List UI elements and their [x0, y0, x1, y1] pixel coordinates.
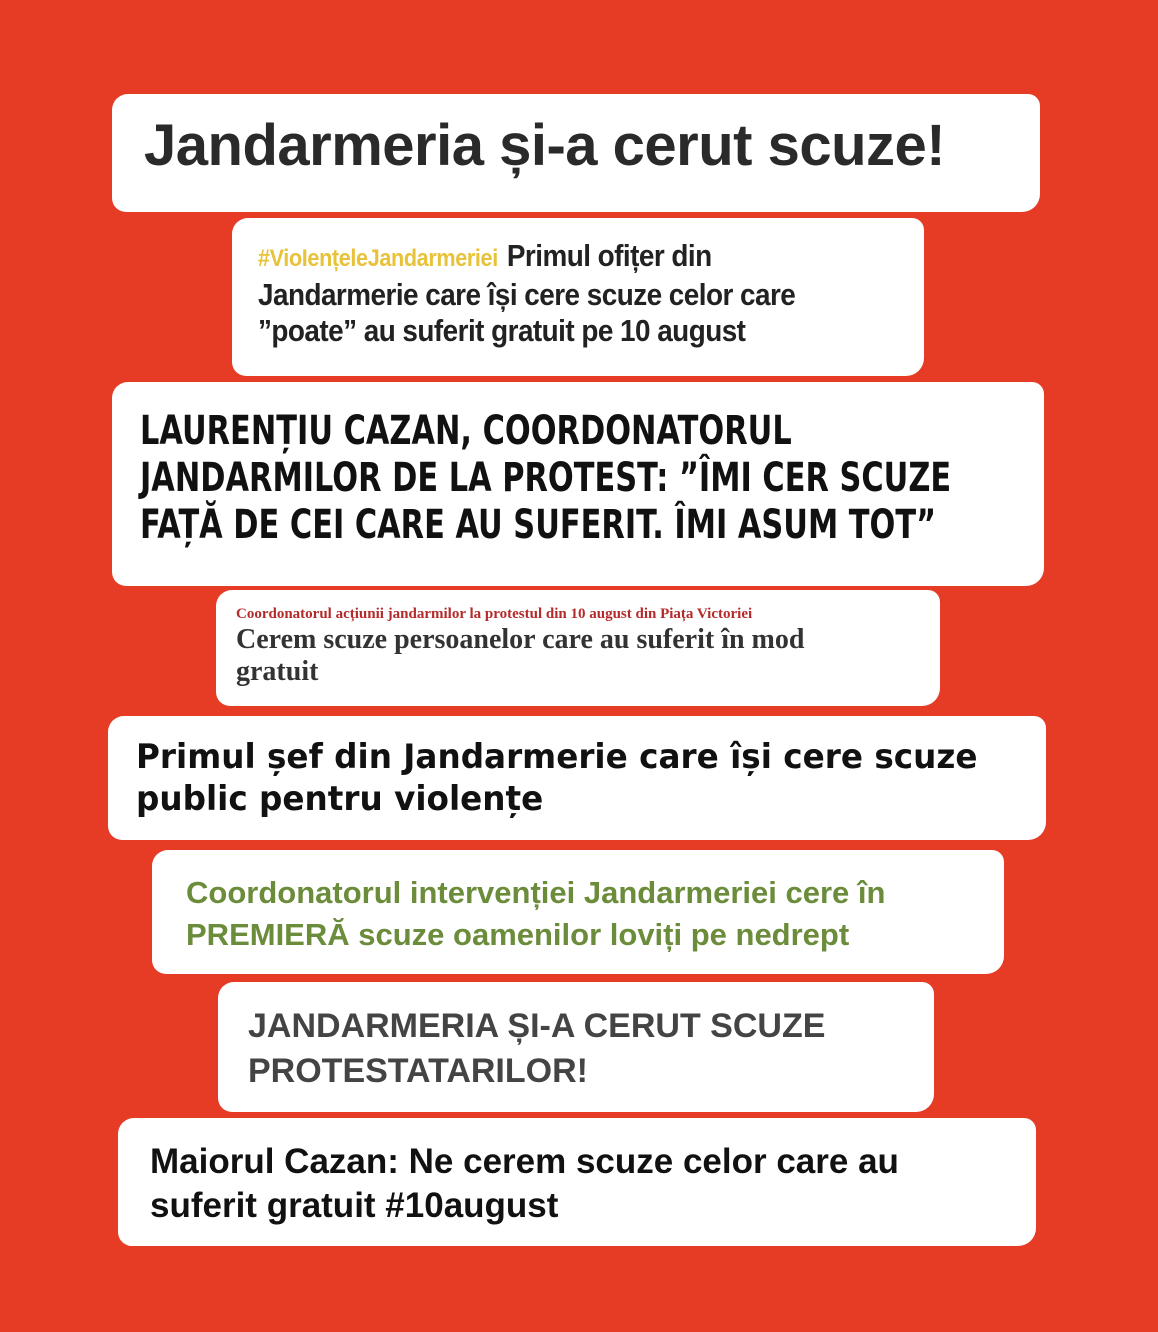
headline-clipping-7: [220, 984, 932, 1110]
kicker: Coordonatorul acțiunii jandarmilor la protestul din 10 august din Piața Victoriei: [236, 606, 753, 622]
hashtag: #VioIențeleJandarmeriei: [258, 245, 498, 272]
headline-clipping-2: [234, 220, 922, 374]
headline-clipping-4: [218, 592, 938, 704]
headline-clipping-1: [114, 96, 1038, 210]
headline-line: LAURENȚIU CAZAN, COORDONATORUL: [140, 408, 792, 454]
headline-clipping-5: [110, 718, 1044, 838]
headline-line: Primul ofițer din: [506, 238, 712, 273]
headline-line: ”poate” au suferit gratuit pe 10 august: [258, 313, 746, 348]
headline-line: gratuit: [236, 656, 319, 687]
headline-clipping-6: [154, 852, 1002, 972]
headline-line: Primul șef din Jandarmerie care își cere scuze: [136, 737, 978, 777]
headline-line: Jandarmeria și-a cerut scuze!: [144, 113, 946, 178]
headline-line: JANDARMILOR DE LA PROTEST: ”ÎMI CER SCUZE: [140, 455, 952, 501]
headline-clipping-8: [120, 1120, 1034, 1244]
headline-line: public pentru violențe: [136, 779, 544, 819]
headline-line: PREMIERĂ scuze oamenilor loviți pe nedrept: [186, 917, 850, 952]
headline-line: Jandarmerie care își cere scuze celor care: [258, 277, 796, 312]
headline-line: PROTESTATARILOR!: [248, 1052, 588, 1090]
headline-line: Coordonatorul intervenției Jandarmeriei cere în: [186, 875, 886, 910]
headline-clipping-3: [114, 384, 1042, 584]
headline-line: JANDARMERIA ȘI-A CERUT SCUZE: [248, 1007, 826, 1045]
headline-line: Maiorul Cazan: Ne cerem scuze celor care au: [150, 1142, 899, 1181]
headline-line: Cerem scuze persoanelor care au suferit în mod: [236, 624, 805, 655]
headline-line: suferit gratuit #10august: [150, 1186, 559, 1225]
headline-line: FAȚĂ DE CEI CARE AU SUFERIT. ÎMI ASUM TOT”: [140, 502, 937, 548]
